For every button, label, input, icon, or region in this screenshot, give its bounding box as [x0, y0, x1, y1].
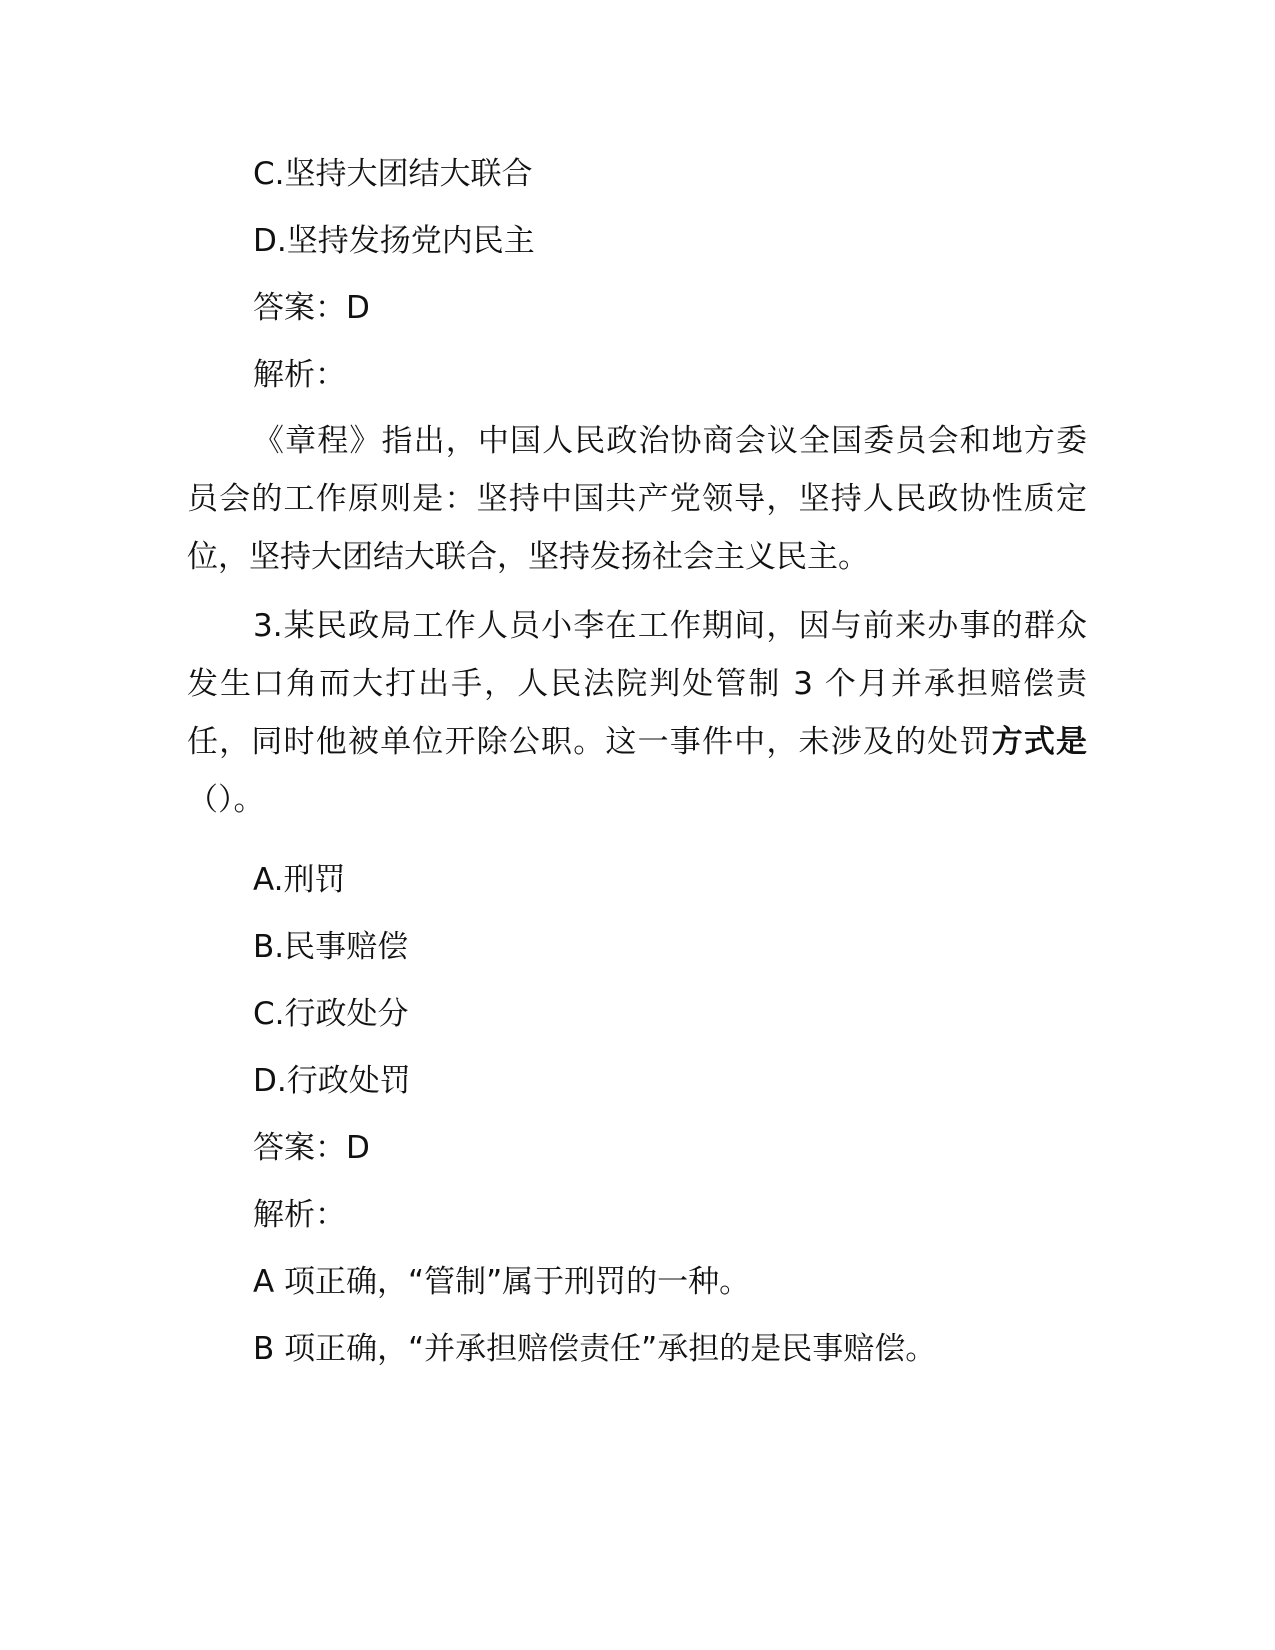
q3-analysis-b: B 项正确，“并承担赔偿责任”承担的是民事赔偿。 — [253, 1331, 937, 1367]
q2-answer: 答案：D — [253, 290, 370, 326]
q3-option-b: B.民事赔偿 — [253, 929, 409, 965]
q2-option-c: C.坚持大团结大联合 — [253, 156, 533, 192]
q3-stem-main: 3.某民政局工作人员小李在工作期间，因与前来办事的群众发生口角而大打出手，人民法院判处管制 3 个月并承担赔偿责任，同时他被单位开除公职。这一事件中，未涉及的处罚 — [187, 608, 1087, 760]
q3-option-d: D.行政处罚 — [253, 1063, 411, 1099]
q3-answer: 答案：D — [253, 1130, 370, 1166]
q2-analysis-label: 解析： — [253, 357, 346, 393]
document-body — [187, 154, 1087, 1369]
q3-option-c: C.行政处分 — [253, 996, 409, 1032]
q3-stem-tail: （）。 — [187, 782, 265, 818]
q2-analysis-text: 《章程》指出，中国人民政治协商会议全国委员会和地方委员会的工作原则是：坚持中国共产党领导，坚持人民政协性质定位，坚持大团结大联合，坚持发扬社会主义民主。 — [187, 423, 1087, 575]
q2-option-d: D.坚持发扬党内民主 — [253, 223, 535, 259]
q3-stem-bold: 方式是 — [991, 724, 1088, 760]
q3-analysis-label: 解析： — [253, 1197, 346, 1233]
q3-option-a: A.刑罚 — [253, 862, 346, 898]
q3-analysis-a: A 项正确，“管制”属于刑罚的一种。 — [253, 1264, 751, 1300]
q3-question-stem — [187, 597, 1087, 829]
